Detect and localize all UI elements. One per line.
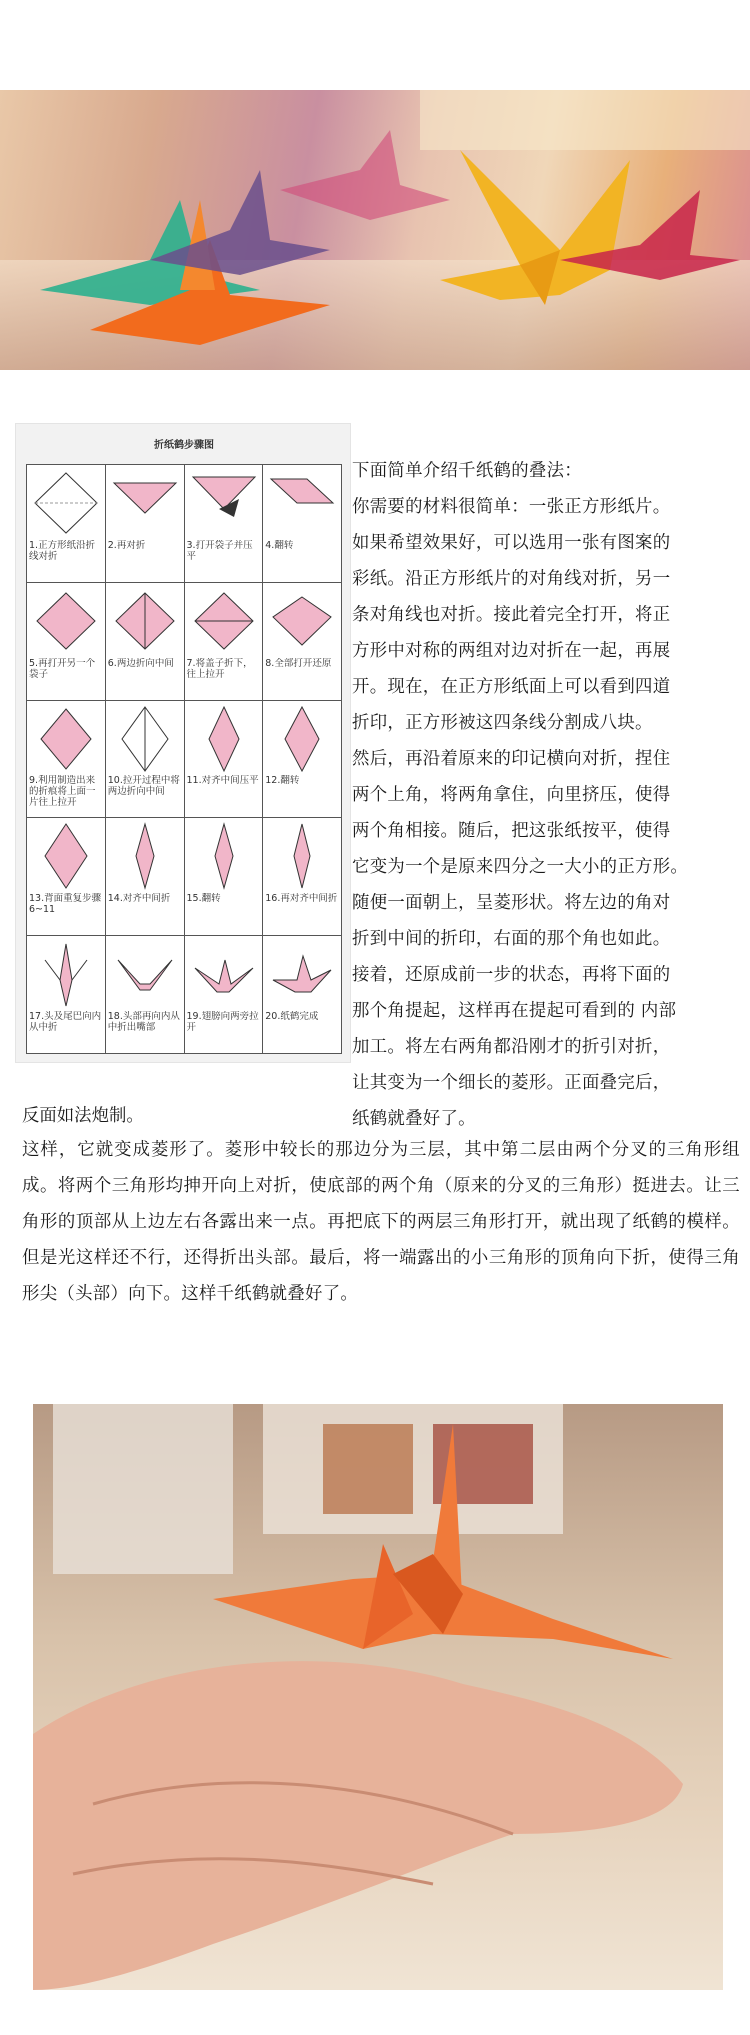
text-line: 开。现在，在正方形纸面上可以看到四道: [352, 677, 671, 697]
flip-icon: [267, 469, 337, 537]
step-caption: 13.背面重复步骤6~11: [29, 893, 102, 916]
text-line: 如果希望效果好，可以选用一张有图案的: [352, 533, 671, 553]
kite-fold-icon: [189, 705, 259, 773]
crane-shape-icon: [110, 940, 180, 1008]
diamond-fold-icon: [31, 587, 101, 655]
step-caption: 16.再对齐中间折: [265, 893, 338, 905]
diamond-fold-icon: [31, 705, 101, 773]
step-cell: [185, 818, 264, 936]
step-cell: [106, 701, 185, 819]
banner-photo: [0, 90, 750, 370]
text-line: 下面简单介绍千纸鹤的叠法：: [352, 461, 582, 481]
pocket-fold-icon: [189, 469, 259, 537]
text-line: 那个角提起，这样再在提起可看到的 内部: [352, 1001, 677, 1021]
text-line: 方形中对称的两组对边对折在一起，再展: [352, 641, 671, 661]
text-line: 纸鹤就叠好了。: [352, 1109, 476, 1129]
step-caption: 6.两边折向中间: [107, 657, 174, 669]
narrow-kite-icon: [110, 822, 180, 890]
text-line: 随便一面朝上，呈菱形状。将左边的角对: [352, 893, 671, 913]
step-caption: 20.纸鹤完成: [265, 1011, 319, 1022]
text-line: 加工。将左右两角都沿刚才的折引对折，: [352, 1037, 671, 1057]
step-caption: 8.全部打开还原: [265, 657, 332, 669]
triangle-fold-icon: [110, 469, 180, 537]
step-cell: [106, 465, 185, 583]
step-cell: [27, 701, 106, 819]
step-caption: 10.拉开过程中将两边折向中间: [107, 775, 180, 798]
diamond-fold-icon: [267, 587, 337, 655]
step-cell: [263, 583, 342, 701]
narrow-kite-icon: [267, 822, 337, 890]
text-line: 让其变为一个细长的菱形。正面叠完后，: [352, 1073, 671, 1093]
step-cell: [185, 936, 264, 1054]
text-line: 两个角相接。随后，把这张纸按平，使得: [352, 821, 671, 841]
text-line: 两个上角，将两角拿住，向里挤压，使得: [352, 785, 671, 805]
step-cell: [263, 701, 342, 819]
step-cell: [106, 818, 185, 936]
crane-shape-icon: [31, 940, 101, 1008]
step-caption: 19.翅膀向两旁拉开: [186, 1011, 259, 1033]
kite-fold-icon: [31, 822, 101, 890]
step-caption: 9.利用制造出来的折痕将上面一片往上拉开: [29, 775, 96, 809]
step-cell: [27, 936, 106, 1054]
step-cell: [185, 583, 264, 701]
step-cell: [185, 465, 264, 583]
step-caption: 18.头部再向内从中折出嘴部: [107, 1011, 180, 1033]
step-cell: [27, 465, 106, 583]
step-cell: [185, 701, 264, 819]
narrow-kite-icon: [189, 822, 259, 890]
step-cell: [263, 818, 342, 936]
text-line: 折到中间的折印，右面的那个角也如此。: [352, 929, 671, 949]
step-cell: [106, 583, 185, 701]
step-cell: [27, 818, 106, 936]
step-caption: 3.打开袋子并压平: [186, 539, 253, 562]
text-line: 它变为一个是原来四分之一大小的正方形。: [352, 857, 689, 877]
kite-fold-icon: [267, 705, 337, 773]
reverse-side-note: 反面如法炮制。: [22, 1106, 144, 1126]
step-cell: [263, 936, 342, 1054]
step-cell: [106, 936, 185, 1054]
steps-grid: [26, 464, 342, 1054]
text-line: 你需要的材料很简单：一张正方形纸片。: [352, 497, 671, 517]
step-caption: 2.再对折: [107, 539, 146, 551]
folding-steps-diagram: [15, 423, 351, 1063]
crane-finished-icon: [267, 940, 337, 1008]
step-caption: 4.翻转: [265, 539, 294, 551]
step-caption: 1.正方形纸沿折线对折: [29, 539, 96, 562]
step-caption: 15.翻转: [186, 893, 221, 905]
origami-cranes-illustration: [0, 90, 750, 370]
intro-text: [352, 453, 742, 1137]
step-caption: 14.对齐中间折: [107, 893, 171, 905]
diamond-fold-icon: [189, 587, 259, 655]
crane-shape-icon: [189, 940, 259, 1008]
body-paragraph: 这样，它就变成菱形了。菱形中较长的那边分为三层，其中第二层由两个分叉的三角形组成。将两个三角形均抻开向上对折，使底部的两个角（原来的分叉的三角形）挺进去。让三角形的顶部从上边左右各露出来一点。再把底下的两层三角形打开，就出现了纸鹤的模样。但是光这样还不行，还得折出头部。最后，将一端露出的小三角形的顶角向下折，使得三角形尖（头部）向下。这样千纸鹤就叠好了。: [22, 1140, 740, 1304]
orange-crane-hand-illustration: [33, 1404, 723, 1990]
step-cell: [27, 583, 106, 701]
step-caption: 12.翻转: [265, 775, 300, 787]
text-line: 然后，再沿着原来的印记横向对折，捏住: [352, 749, 671, 769]
step-caption: 5.再打开另一个袋子: [29, 657, 96, 680]
step-cell: [263, 465, 342, 583]
text-line: 彩纸。沿正方形纸片的对角线对折，另一: [352, 569, 671, 589]
text-line: 折印，正方形被这四条线分割成八块。: [352, 713, 653, 733]
diamond-fold-icon: [110, 587, 180, 655]
step-caption: 17.头及尾巴向内从中折: [29, 1011, 102, 1033]
square-fold-icon: [31, 469, 101, 537]
text-line: 条对角线也对折。接此着完全打开，将正: [352, 605, 671, 625]
step-caption: 7.将盖子折下，往上拉开: [186, 657, 253, 680]
kite-fold-icon: [110, 705, 180, 773]
crane-photo: [33, 1404, 723, 1990]
step-caption: 11.对齐中间压平: [186, 775, 259, 787]
diagram-title: 折纸鹤步骤图: [154, 440, 214, 451]
text-line: 接着，还原成前一步的状态，再将下面的: [352, 965, 671, 985]
